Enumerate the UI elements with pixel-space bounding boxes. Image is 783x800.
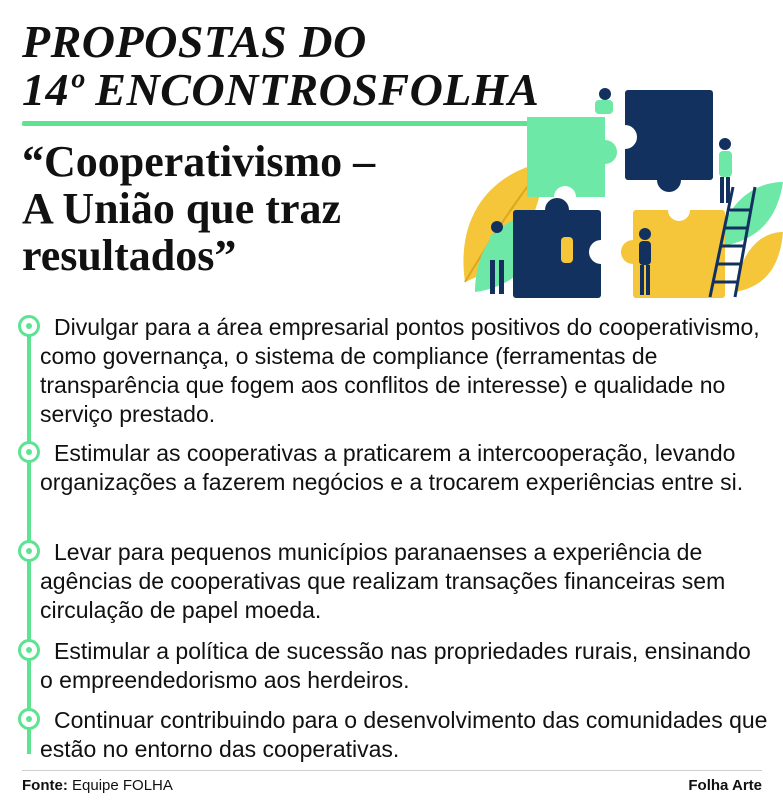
timeline-dot-icon [18,540,40,562]
proposal-text: Continuar contribuindo para o desenvolvimento das comunidades que estão no entorno das cooperativas. [40,707,768,762]
proposal-item [18,637,768,695]
proposal-item [18,538,768,625]
timeline-dot-icon [18,708,40,730]
timeline-dot-icon [18,441,40,463]
proposal-text: Estimular a política de sucessão nas propriedades rurais, ensinando o empreendedorismo aos herdeiros. [40,638,751,693]
timeline-dot-icon [18,315,40,337]
subtitle-line-2: A União que traz [22,184,341,233]
proposal-text: Estimular as cooperativas a praticarem a intercooperação, levando organizações a fazerem negócios e a trocarem experiências entre si. [40,440,744,495]
source-label: Fonte: [22,777,68,794]
title-line-2: 14º ENCONTROSFOLHA [22,64,540,115]
proposal-item [18,313,768,429]
puzzle-piece-mint [527,117,617,208]
subtitle-line-3: resultados” [22,231,237,280]
footer-divider [22,770,762,771]
proposal-text: Divulgar para a área empresarial pontos positivos do cooperativismo, como governança, o sistema de compliance (ferramentas de transparência que fogem aos conflitos de interesse) e qualidade no serviço prestado. [40,314,760,427]
puzzle-illustration [455,82,783,304]
credit: Folha Arte [688,777,762,794]
proposal-item [18,706,768,764]
title-line-1: PROPOSTAS DO [22,16,367,67]
puzzle-piece-navy-top [613,90,713,192]
footer [22,777,762,795]
proposal-item [18,439,768,497]
page-subtitle [22,138,375,279]
puzzle-piece-yellow [621,199,725,298]
timeline-dot-icon [18,639,40,661]
subtitle-line-1: “Cooperativismo – [22,137,376,186]
source-value: Equipe FOLHA [72,777,173,794]
proposal-text: Levar para pequenos municípios paranaenses a experiência de agências de cooperativas que realizam transações financeiras sem circulação de papel moeda. [40,539,726,623]
